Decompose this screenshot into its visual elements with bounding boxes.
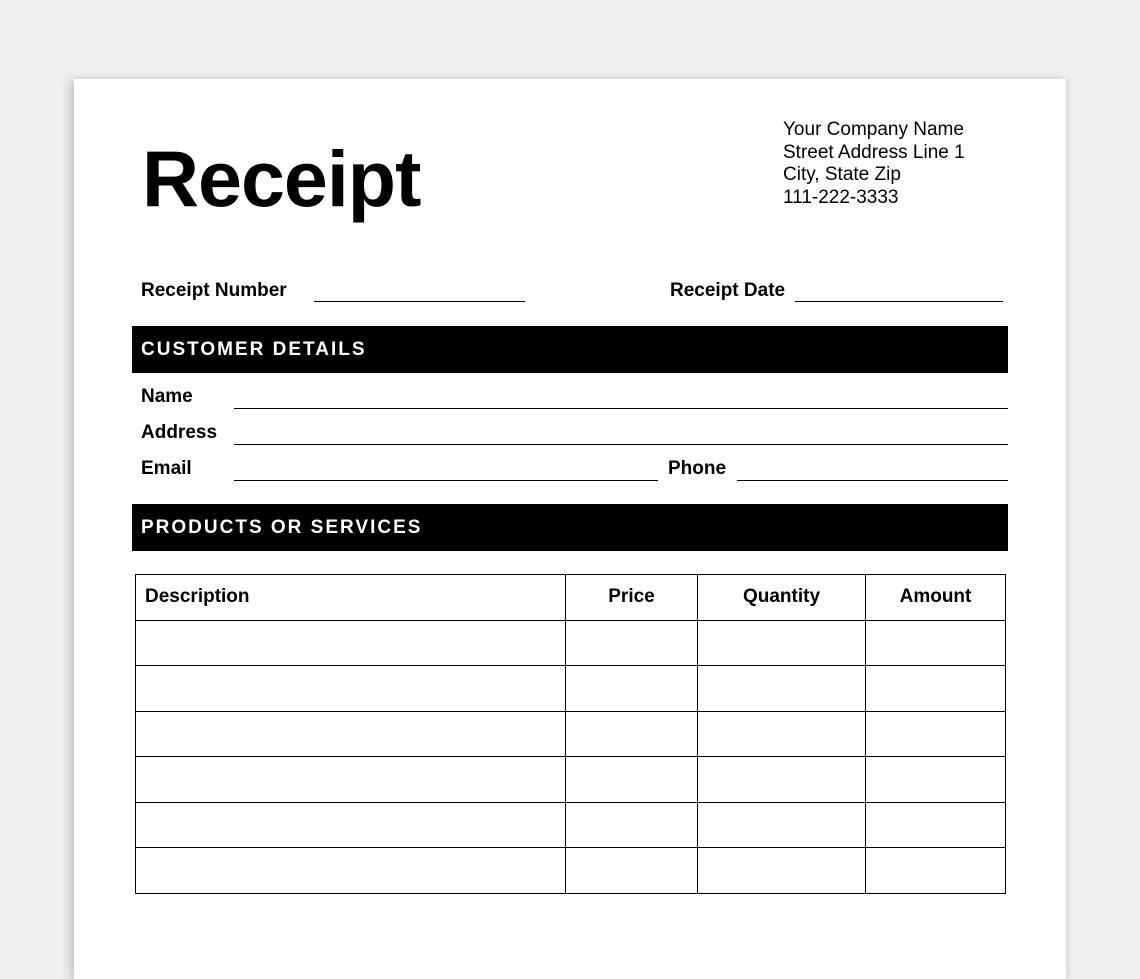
phone-field[interactable] [737,480,1008,481]
quantity-cell[interactable] [698,848,866,894]
description-cell[interactable] [136,802,566,848]
price-cell[interactable] [566,757,698,803]
receipt-number-field[interactable] [314,301,525,302]
description-cell[interactable] [136,848,566,894]
description-cell[interactable] [136,620,566,666]
quantity-cell[interactable] [698,620,866,666]
company-street: Street Address Line 1 [783,141,965,163]
amount-cell[interactable] [866,848,1006,894]
price-cell[interactable] [566,848,698,894]
email-label: Email [141,458,192,479]
customer-details-heading: CUSTOMER DETAILS [132,326,1008,373]
quantity-cell[interactable] [698,802,866,848]
table-row [136,848,1006,894]
name-field[interactable] [234,408,1008,409]
amount-cell[interactable] [866,711,1006,757]
email-field[interactable] [234,480,658,481]
description-cell[interactable] [136,666,566,712]
amount-cell[interactable] [866,802,1006,848]
amount-cell[interactable] [866,620,1006,666]
receipt-date-field[interactable] [795,301,1003,302]
table-row [136,802,1006,848]
products-table [135,574,1006,894]
price-cell[interactable] [566,802,698,848]
column-header-description: Description [136,575,566,621]
name-label: Name [141,386,193,407]
price-cell[interactable] [566,711,698,757]
column-header-quantity: Quantity [698,575,866,621]
quantity-cell[interactable] [698,666,866,712]
address-field[interactable] [234,444,1008,445]
price-cell[interactable] [566,620,698,666]
price-cell[interactable] [566,666,698,712]
amount-cell[interactable] [866,666,1006,712]
description-cell[interactable] [136,757,566,803]
company-info [783,119,965,209]
table-row [136,666,1006,712]
table-row [136,620,1006,666]
quantity-cell[interactable] [698,757,866,803]
quantity-cell[interactable] [698,711,866,757]
address-label: Address [141,422,218,443]
description-cell[interactable] [136,711,566,757]
company-city: City, State Zip [783,164,901,185]
phone-label: Phone [668,458,727,479]
column-header-price: Price [566,575,698,621]
receipt-page [74,79,1066,979]
receipt-date-label: Receipt Date [670,280,786,301]
company-name: Your Company Name [783,119,964,140]
column-header-amount: Amount [866,575,1006,621]
products-services-heading: PRODUCTS OR SERVICES [132,504,1008,551]
company-phone: 111-222-3333 [783,186,899,208]
amount-cell[interactable] [866,757,1006,803]
receipt-number-label: Receipt Number [141,280,287,301]
page-title: Receipt [142,134,421,223]
table-row [136,711,1006,757]
table-header-row [136,575,1006,621]
table-row [136,757,1006,803]
